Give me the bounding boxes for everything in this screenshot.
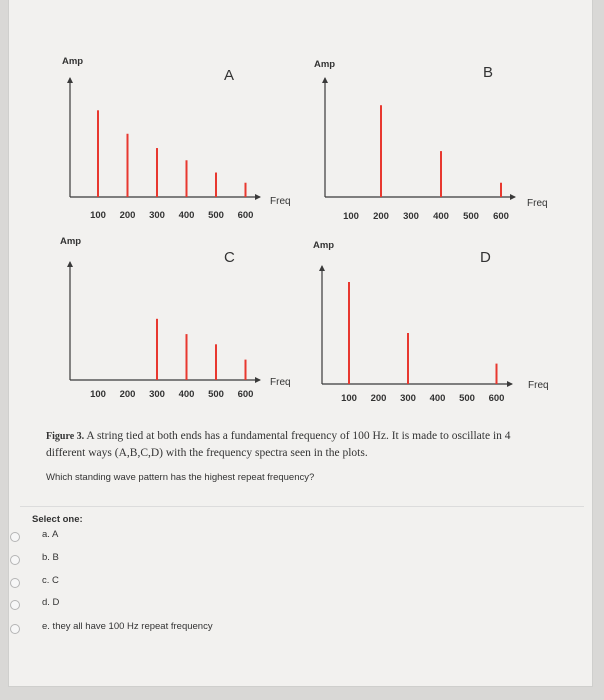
select-one-label: Select one: xyxy=(32,514,83,525)
x-axis-arrow-icon xyxy=(255,377,261,383)
plot-id-label: A xyxy=(224,67,235,84)
tick-label: 200 xyxy=(370,393,387,404)
y-axis-arrow-icon xyxy=(322,77,328,83)
freq-axis-label: Freq xyxy=(270,196,291,207)
radio-icon[interactable] xyxy=(10,555,20,565)
tick-label: 100 xyxy=(343,211,359,222)
option-label: a. A xyxy=(42,529,59,540)
tick-label: 500 xyxy=(459,393,475,404)
tick-label: 600 xyxy=(488,393,505,404)
freq-axis-label: Freq xyxy=(527,198,548,209)
x-axis-arrow-icon xyxy=(510,194,516,200)
option-b[interactable] xyxy=(0,551,600,571)
tick-label: 200 xyxy=(119,389,136,400)
radio-icon[interactable] xyxy=(10,578,20,588)
tick-label: 100 xyxy=(341,393,357,404)
option-label: b. B xyxy=(42,552,59,563)
option-e[interactable] xyxy=(0,620,600,640)
tick-label: 300 xyxy=(403,211,419,222)
plot-id-label: D xyxy=(480,249,491,266)
y-axis-arrow-icon xyxy=(319,265,325,271)
tick-label: 400 xyxy=(433,211,449,222)
amp-axis-label: Amp xyxy=(60,236,82,247)
option-c[interactable] xyxy=(0,574,600,594)
tick-label: 100 xyxy=(90,389,106,400)
tick-label: 400 xyxy=(178,210,195,221)
tick-label: 200 xyxy=(373,211,389,222)
y-axis-arrow-icon xyxy=(67,261,73,267)
tick-label: 200 xyxy=(119,210,136,221)
amp-axis-label: Amp xyxy=(314,59,336,70)
tick-label: 600 xyxy=(237,389,254,400)
tick-label: 100 xyxy=(90,210,106,221)
y-axis-arrow-icon xyxy=(67,77,73,83)
tick-label: 300 xyxy=(400,393,416,404)
option-label: e. they all have 100 Hz repeat frequency xyxy=(42,621,213,632)
tick-label: 300 xyxy=(149,210,165,221)
option-label: c. C xyxy=(42,575,59,586)
radio-icon[interactable] xyxy=(10,624,20,634)
x-axis-arrow-icon xyxy=(255,194,261,200)
plot-id-label: C xyxy=(224,249,235,266)
radio-icon[interactable] xyxy=(10,532,20,542)
option-d[interactable] xyxy=(0,596,600,616)
freq-axis-label: Freq xyxy=(528,380,549,391)
divider xyxy=(20,506,584,507)
caption-text: A string tied at both ends has a fundamental frequency of 100 Hz. It is made to oscillate in 4 different ways (A,B,C,D) with the frequency spectra seen in the plots. xyxy=(46,430,511,459)
tick-label: 600 xyxy=(237,210,254,221)
tick-label: 600 xyxy=(493,211,509,222)
tick-label: 500 xyxy=(208,389,224,400)
plot-id-label: B xyxy=(483,64,494,81)
amp-axis-label: Amp xyxy=(313,240,335,251)
option-a[interactable] xyxy=(0,528,600,548)
tick-label: 400 xyxy=(429,393,446,404)
tick-label: 300 xyxy=(149,389,165,400)
question-text: Which standing wave pattern has the highest repeat frequency? xyxy=(46,472,315,483)
radio-icon[interactable] xyxy=(10,600,20,610)
option-label: d. D xyxy=(42,597,60,608)
figure-caption xyxy=(46,428,526,461)
freq-axis-label: Freq xyxy=(270,377,291,388)
tick-label: 400 xyxy=(178,389,195,400)
tick-label: 500 xyxy=(208,210,224,221)
tick-label: 500 xyxy=(463,211,479,222)
caption-label: Figure 3. xyxy=(46,431,85,442)
amp-axis-label: Amp xyxy=(62,56,84,67)
x-axis-arrow-icon xyxy=(507,381,513,387)
